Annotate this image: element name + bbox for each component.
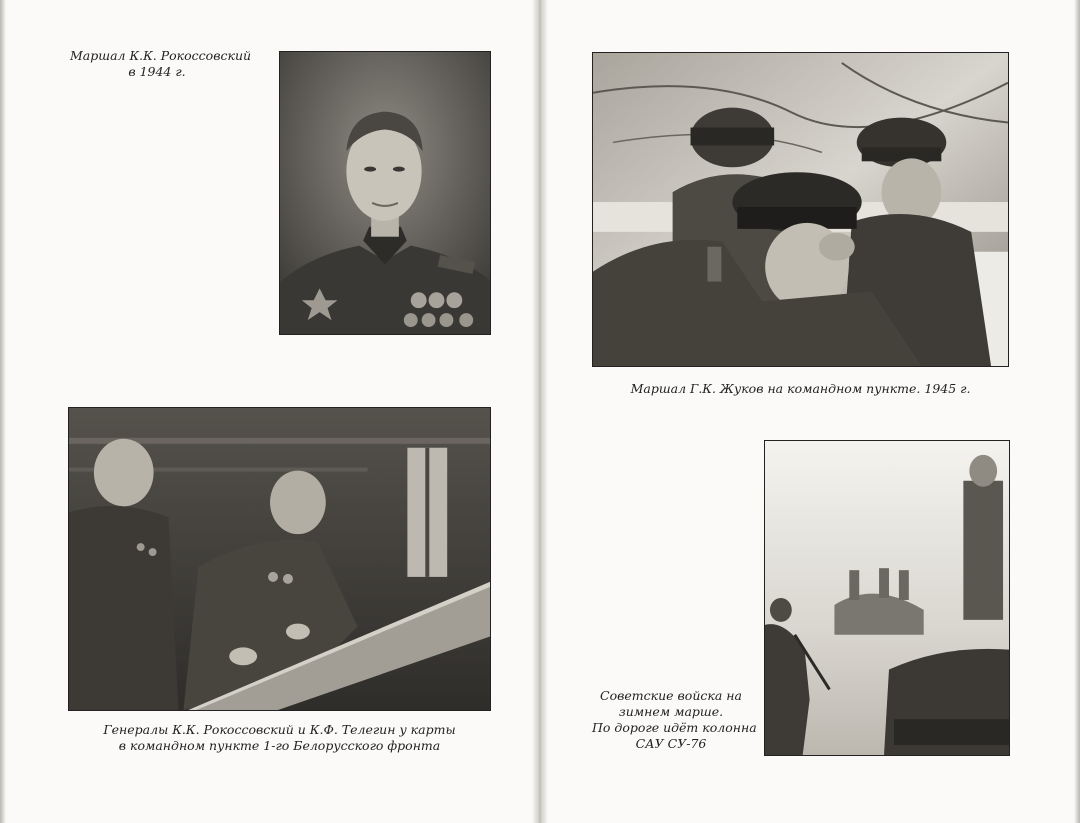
caption-line: САУ СУ-76: [635, 736, 707, 751]
caption-line: в 1944 г.: [128, 64, 186, 79]
caption-line: в командном пункте 1-го Белорусского фронта: [118, 738, 441, 753]
page-edge-left: [0, 0, 6, 823]
caption-line: Советские войска на: [600, 688, 742, 703]
photo-winter-march: [764, 440, 1010, 756]
caption-zhukov: [592, 381, 1009, 397]
photo-generals-at-map: [68, 407, 491, 711]
caption-line: По дороге идёт колонна: [592, 720, 757, 735]
book-gutter: [532, 0, 548, 823]
page-edge-right: [1074, 0, 1080, 823]
caption-winter-march: [592, 688, 757, 752]
photo-zhukov-command-post: [592, 52, 1009, 367]
caption-line: зимнем марше.: [618, 704, 724, 719]
caption-generals: [68, 722, 491, 754]
photo-rokossovsky-portrait: [279, 51, 491, 335]
caption-line: Маршал Г.К. Жуков на командном пункте. 1945 г.: [630, 381, 971, 396]
caption-line: Маршал К.К. Рокоссовский: [70, 48, 252, 63]
caption-line: Генералы К.К. Рокоссовский и К.Ф. Телегин у карты: [103, 722, 456, 737]
caption-rokossovsky: [70, 48, 252, 80]
